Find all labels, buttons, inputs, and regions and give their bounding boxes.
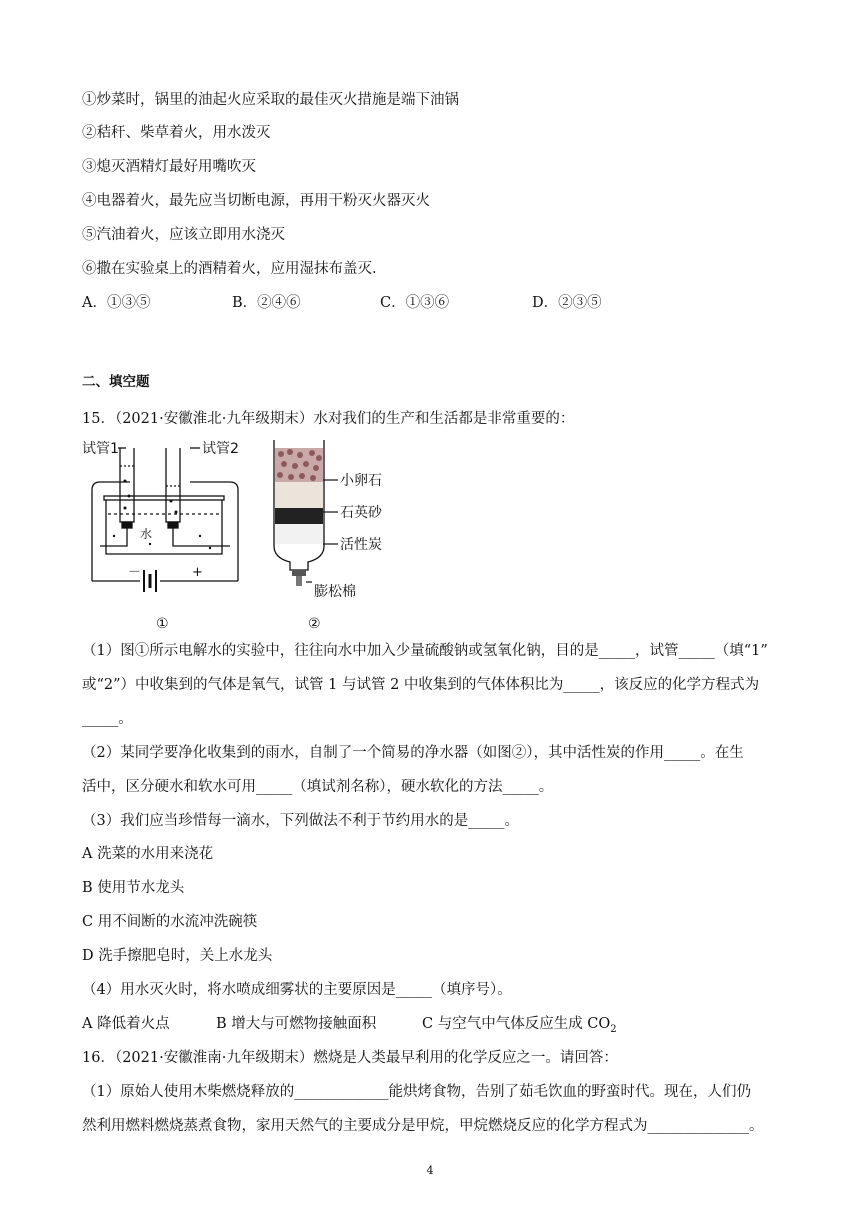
figure-2-caption: ② [308, 616, 321, 632]
q14-statement-3: ③熄灭酒精灯最好用嘴吹灭 [82, 159, 256, 175]
q15-part3-option-b: B 使用节水龙头 [82, 880, 185, 896]
q14-statement-2: ②秸秆、柴草着火，用水泼灭 [82, 125, 271, 141]
q14-option-c: C．①③⑥ [380, 295, 450, 311]
q15-part4-option-b: B 增大与可燃物接触面积 [216, 1016, 377, 1032]
label-tube-2: 试管2 [202, 441, 239, 457]
label-tube-1: 试管1 [82, 441, 119, 457]
q15-part2-line1: （2）某同学要净化收集到的雨水，自制了一个简易的净水器（如图②），其中活性炭的作用_____。在生 [82, 745, 744, 761]
label-quartz-sand: 石英砂 [340, 505, 382, 521]
label-minus: － [128, 565, 142, 580]
co2-subscript: 2 [610, 1023, 617, 1035]
label-cotton: 膨松棉 [314, 584, 356, 600]
q14-options [82, 293, 602, 313]
q15-part3-option-d: D 洗手擦肥皂时，关上水龙头 [82, 948, 273, 964]
page-number: 4 [426, 1164, 434, 1177]
q16-stem: 16．（2021·安徽淮南·九年级期末）燃烧是人类最早利用的化学反应之一。请回答： [82, 1050, 618, 1066]
q15-stem: 15．（2021·安徽淮北·九年级期末）水对我们的生产和生活都是非常重要的： [82, 411, 575, 427]
q15-part1-line3: _____。 [82, 711, 133, 727]
water-purifier-figure [262, 436, 392, 632]
q15-part3: （3）我们应当珍惜每一滴水，下列做法不利于节约用水的是_____。 [82, 813, 519, 829]
q15-part2-line2: 活中，区分硬水和软水可用_____（填试剂名称），硬水软化的方法_____。 [82, 779, 554, 795]
q15-part4: （4）用水灭火时，将水喷成细雾状的主要原因是_____（填序号）。 [82, 982, 512, 998]
figure-1-caption: ① [156, 616, 169, 632]
q15-part3-option-c: C 用不间断的水流冲洗碗筷 [82, 914, 258, 930]
label-activated-carbon: 活性炭 [340, 537, 382, 553]
label-water: 水 [140, 527, 153, 541]
label-plus: + [192, 565, 203, 580]
q15-part1-line1: （1）图①所示电解水的实验中，往往向水中加入少量硫酸钠或氢氧化钠，目的是_____，试管_____（填“1” [82, 643, 768, 659]
q14-statement-6: ⑥撒在实验桌上的酒精着火，应用湿抹布盖灭. [82, 261, 377, 277]
q14-option-a: A．①③⑤ [82, 295, 151, 311]
q15-part3-option-a: A 洗菜的水用来浇花 [82, 846, 214, 862]
q15-part1-line2: 或“2”）中收集到的气体是氧气，试管 1 与试管 2 中收集到的气体体积比为_____，该反应的化学方程式为 [82, 677, 760, 693]
q14-statement-1: ①炒菜时，锅里的油起火应采取的最佳灭火措施是端下油锅 [82, 92, 459, 108]
q16-part1-line1: （1）原始人使用木柴燃烧释放的_____________能烘烤食物，告别了茹毛饮血的野蛮时代。现在，人们仍 [82, 1084, 751, 1100]
q15-part4-option-c: C 与空气中气体反应生成 $CO_2$ [422, 1016, 617, 1035]
label-pebbles: 小卵石 [340, 473, 382, 489]
electrolysis-figure [80, 436, 250, 632]
q15-part4-option-a: A 降低着火点 [82, 1016, 170, 1032]
q14-option-d: D．②③⑤ [532, 295, 602, 311]
q14-option-b: B．②④⑥ [232, 295, 301, 311]
q15-part4-options [82, 1014, 617, 1040]
q14-statement-4: ④电器着火，最先应当切断电源，再用干粉灭火器灭火 [82, 193, 430, 209]
q16-part1-line2: 然利用燃料燃烧蒸煮食物，家用天然气的主要成分是甲烷，甲烷燃烧反应的化学方程式为______________。 [82, 1118, 764, 1134]
section-title: 二、填空题 [82, 374, 150, 390]
q14-statement-5: ⑤汽油着火，应该立即用水浇灭 [82, 227, 285, 243]
